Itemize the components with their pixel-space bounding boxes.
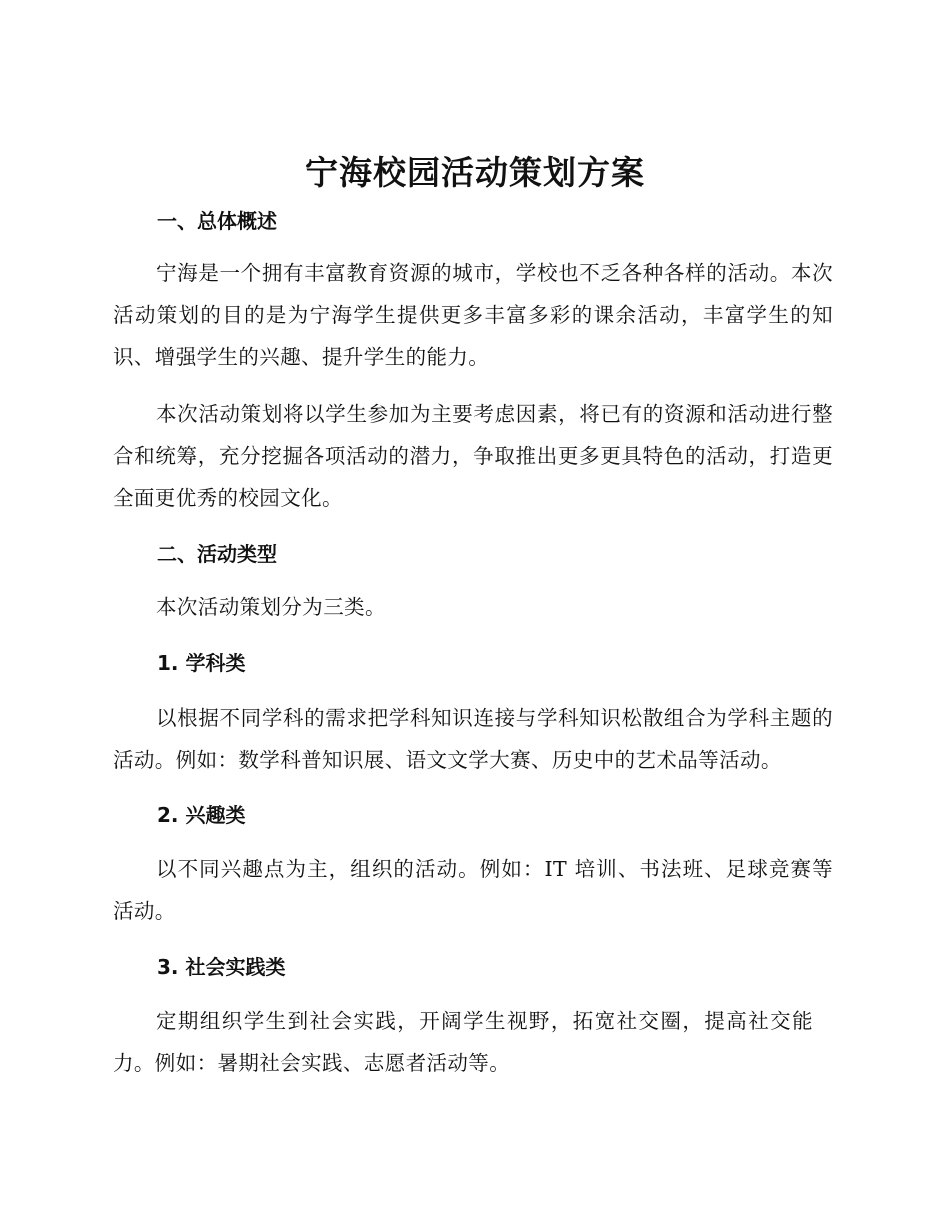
interest-paragraph: 以不同兴趣点为主，组织的活动。例如：IT 培训、书法班、足球竞赛等活动。 — [113, 857, 833, 923]
activity-types-intro: 本次活动策划分为三类。 — [156, 595, 386, 619]
overview-paragraph-2: 本次活动策划将以学生参加为主要考虑因素，将已有的资源和活动进行整合和统筹，充分挖掘各项活动的潜力，争取推出更多更具特色的活动，打造更全面更优秀的校园文化。 — [113, 402, 833, 510]
subheading-interest: 2. 兴趣类 — [157, 803, 246, 827]
subheading-academic: 1. 学科类 — [157, 651, 246, 675]
section-heading-overview: 一、总体概述 — [157, 209, 277, 233]
social-practice-paragraph: 定期组织学生到社会实践，开阔学生视野，拓宽社交圈，提高社交能力。例如：暑期社会实践、志愿者活动等。 — [113, 1009, 813, 1075]
section-heading-activity-types: 二、活动类型 — [157, 542, 277, 566]
academic-paragraph: 以根据不同学科的需求把学科知识连接与学科知识松散组合为学科主题的活动。例如：数学科普知识展、语文文学大赛、历史中的艺术品等活动。 — [113, 706, 833, 772]
subheading-social-practice: 3. 社会实践类 — [157, 955, 286, 979]
overview-paragraph-1: 宁海是一个拥有丰富教育资源的城市，学校也不乏各种各样的活动。本次活动策划的目的是为宁海学生提供更多丰富多彩的课余活动，丰富学生的知识、增强学生的兴趣、提升学生的能力。 — [113, 261, 833, 369]
document-title: 宁海校园活动策划方案 — [305, 153, 645, 192]
